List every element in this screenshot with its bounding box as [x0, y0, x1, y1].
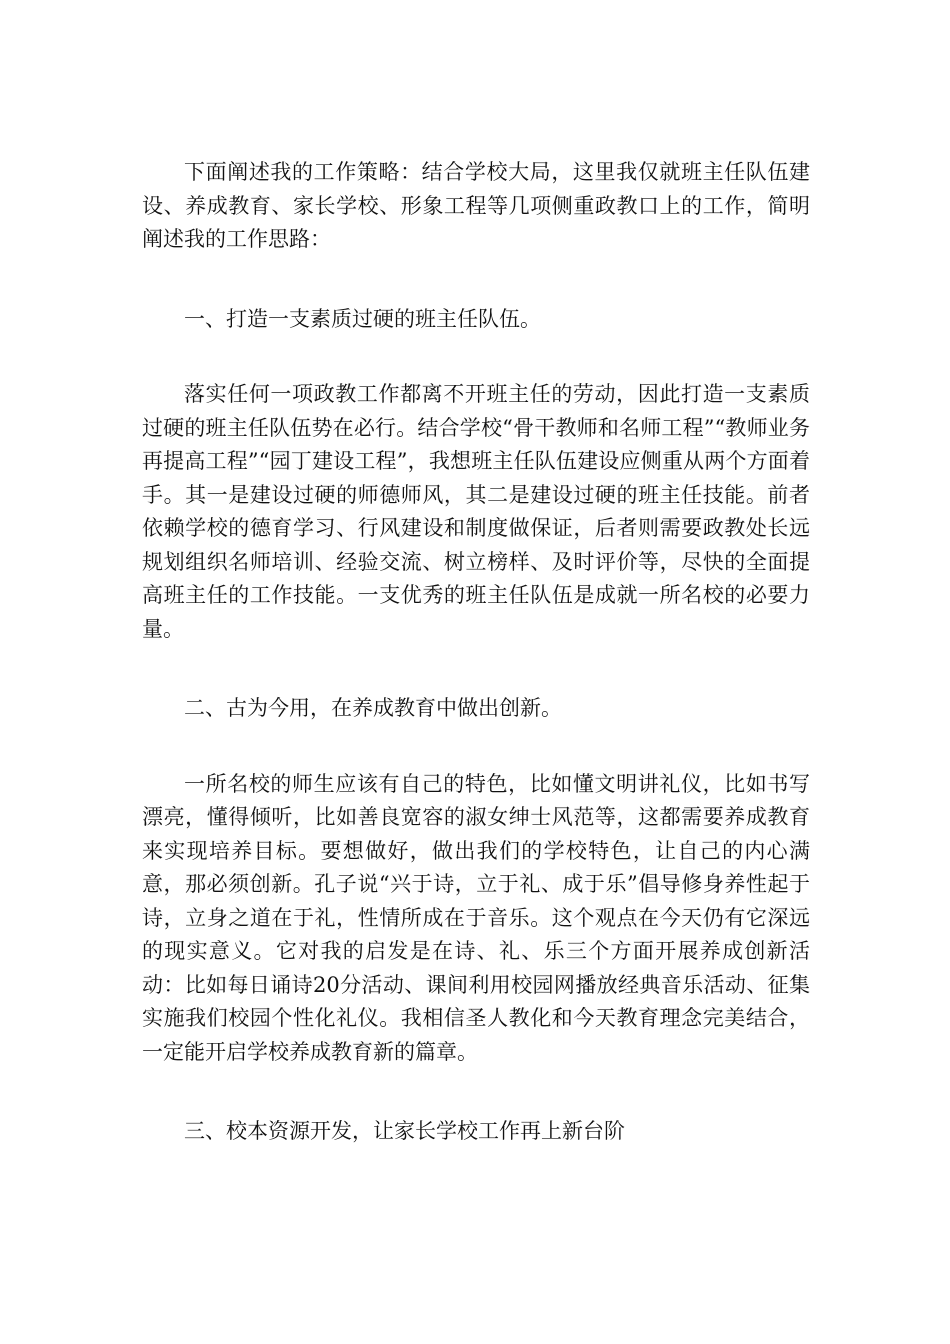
intro-paragraph: 下面阐述我的工作策略：结合学校大局，这里我仅就班主任队伍建设、养成教育、家长学校、形象工程等几项侧重政教口上的工作，简明阐述我的工作思路： — [142, 160, 810, 251]
section-heading-3: 三、校本资源开发，让家长学校工作再上新台阶 — [184, 1119, 625, 1143]
section-heading-1: 一、打造一支素质过硬的班主任队伍。 — [184, 306, 541, 331]
section-1-paragraph: 落实任何一项政教工作都离不开班主任的劳动，因此打造一支素质过硬的班主任队伍势在必行。结合学校“骨干教师和名师工程”“教师业务再提高工程”“园丁建设工程”，我想班主任队伍建设应侧重从两个方面着手。其一是建设过硬的师德师风，其二是建设过硬的班主任技能。前者依赖学校的德育学习、行风建设和制度做保证，后者则需要政教处长远规划组织名师培训、经验交流、树立榜样、及时评价等，尽快的全面提高班主任的工作技能。一支优秀的班主任队伍是成就一所名校的必要力量。 — [142, 382, 810, 641]
section-2-paragraph: 一所名校的师生应该有自己的特色，比如懂文明讲礼仪，比如书写漂亮，懂得倾听，比如善良宽容的淑女绅士风范等，这都需要养成教育来实现培养目标。要想做好，做出我们的学校特色，让自己的内心满意，那必须创新。孔子说“兴于诗，立于礼、成于乐”倡导修身养性起于诗，立身之道在于礼，性情所成在于音乐。这个观点在今天仍有它深远的现实意义。它对我的启发是在诗、礼、乐三个方面开展养成创新活动：比如每日诵诗20分活动、课间利用校园网播放经典音乐活动、征集实施我们校园个性化礼仪。我相信圣人教化和今天教育理念完美结合，一定能开启学校养成教育新的篇章。 — [142, 771, 810, 1064]
document-body — [142, 156, 810, 1191]
section-heading-2: 二、古为今用，在养成教育中做出创新。 — [184, 696, 562, 720]
